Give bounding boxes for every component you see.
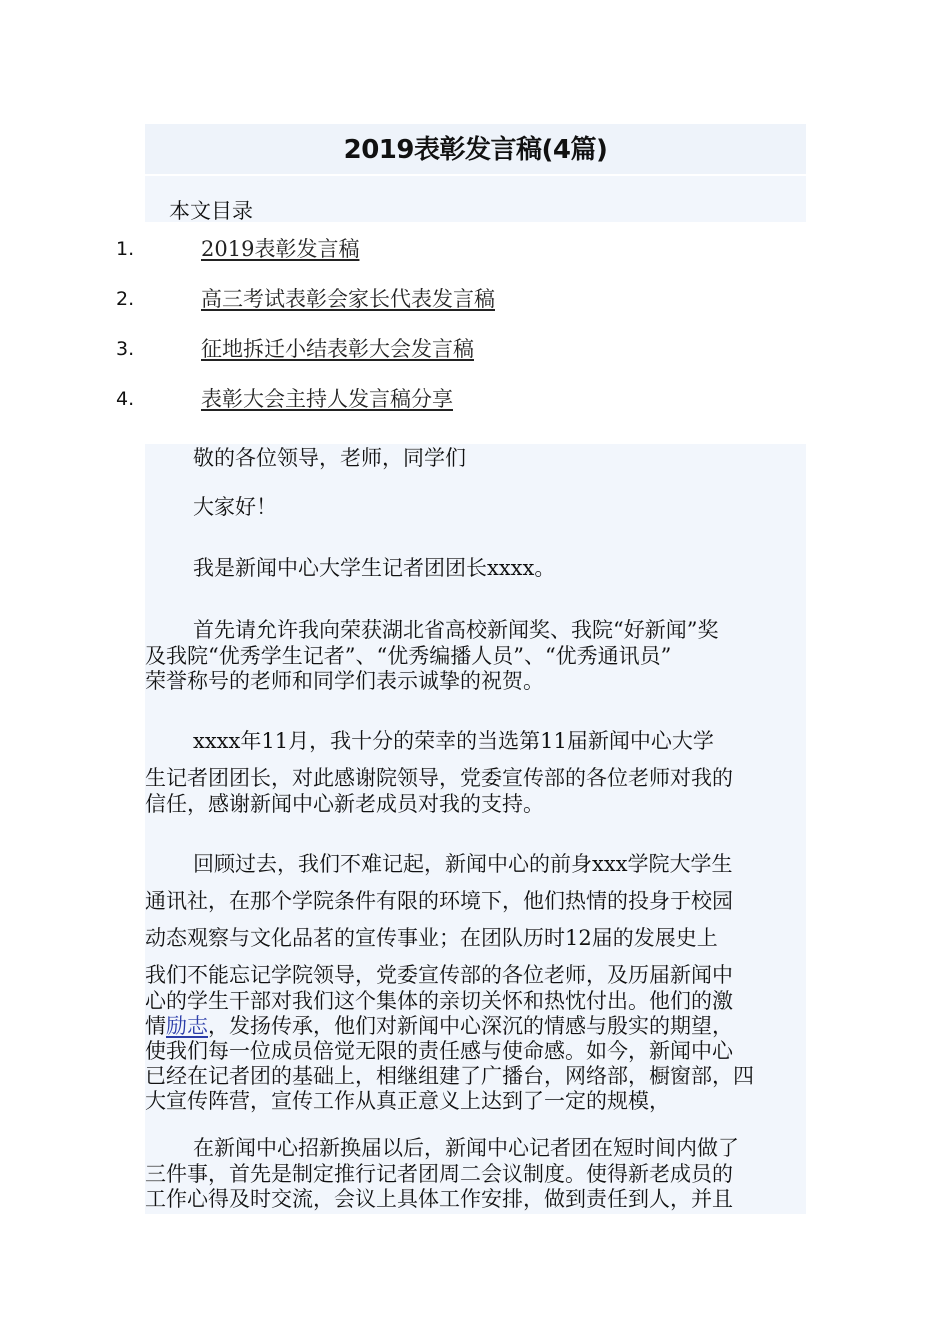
toc-item-number: 1. — [116, 238, 135, 260]
toc-link-2[interactable]: 高三考试表彰会家长代表发言稿 — [201, 287, 495, 311]
body-line: 信任，感谢新闻中心新老成员对我的支持。 — [145, 792, 544, 816]
body-line — [145, 1012, 733, 1040]
toc-item — [0, 284, 950, 314]
body-line: 心的学生干部对我们这个集体的亲切关怀和热忱付出。他们的激 — [145, 989, 733, 1013]
body-line: 荣誉称号的老师和同学们表示诚挚的祝贺。 — [145, 669, 544, 693]
body-line: 我们不能忘记学院领导，党委宣传部的各位老师，及历届新闻中 — [145, 963, 733, 987]
toc-item-number: 4. — [116, 388, 135, 410]
body-line: 首先请允许我向荣获湖北省高校新闻奖、我院“好新闻”奖 — [193, 618, 719, 642]
body-line: 使我们每一位成员倍觉无限的责任感与使命感。如今，新闻中心 — [145, 1039, 733, 1063]
body-line: 已经在记者团的基础上，相继组建了广播台，网络部，橱窗部，四 — [145, 1064, 754, 1088]
toc-item — [0, 234, 950, 264]
body-line: 我是新闻中心大学生记者团团长xxxx。 — [193, 556, 556, 580]
toc-item — [0, 384, 950, 414]
body-text: 情 — [145, 1014, 166, 1038]
body-line: 通讯社，在那个学院条件有限的环境下，他们热情的投身于校园 — [145, 889, 733, 913]
body-line: 及我院“优秀学生记者”、“优秀编播人员”、“优秀通讯员” — [145, 644, 672, 668]
toc-link-4[interactable]: 表彰大会主持人发言稿分享 — [201, 387, 453, 411]
body-line: 在新闻中心招新换届以后，新闻中心记者团在短时间内做了 — [193, 1136, 739, 1160]
toc-link-3[interactable]: 征地拆迁小结表彰大会发言稿 — [201, 337, 474, 361]
document-title: 2019表彰发言稿(4篇) — [343, 135, 608, 165]
greeting-line: 大家好！ — [193, 495, 277, 519]
body-line: xxxx年11月，我十分的荣幸的当选第11届新闻中心大学 — [193, 729, 714, 753]
body-line: 生记者团团长，对此感谢院领导，党委宣传部的各位老师对我的 — [145, 766, 733, 790]
salutation-line: 敬的各位领导，老师，同学们 — [193, 446, 466, 470]
body-line: 三件事，首先是制定推行记者团周二会议制度。使得新老成员的 — [145, 1162, 733, 1186]
toc-link-1[interactable]: 2019表彰发言稿 — [201, 237, 360, 261]
body-line: 回顾过去，我们不难记起，新闻中心的前身xxx学院大学生 — [193, 852, 733, 876]
toc-heading: 本文目录 — [169, 199, 253, 223]
body-line: 大宣传阵营，宣传工作从真正意义上达到了一定的规模， — [145, 1089, 670, 1113]
lizhi-link[interactable]: 励志 — [166, 1014, 208, 1038]
body-text: ，发扬传承，他们对新闻中心深沉的情感与殷实的期望， — [208, 1014, 733, 1038]
toc-item-number: 2. — [116, 288, 135, 310]
toc-item-number: 3. — [116, 338, 135, 360]
body-line: 动态观察与文化品茗的宣传事业；在团队历时12届的发展史上 — [145, 926, 718, 950]
body-line: 工作心得及时交流，会议上具体工作安排，做到责任到人，并且 — [145, 1187, 733, 1211]
toc-item — [0, 334, 950, 364]
